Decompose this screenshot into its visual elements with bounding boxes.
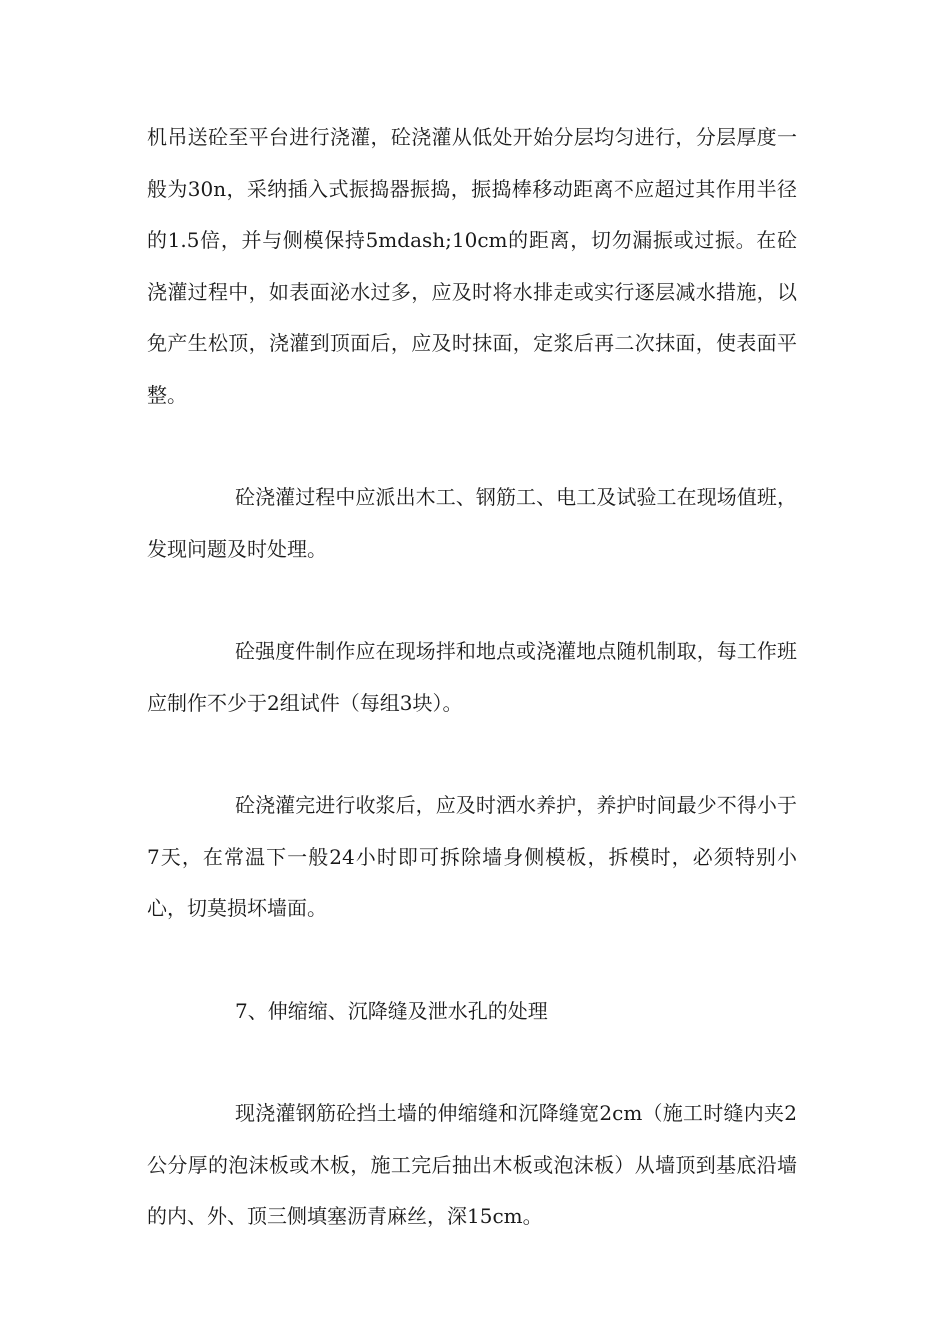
paragraph-concrete-pouring: 机吊送砼至平台进行浇灌，砼浇灌从低处开始分层均匀进行，分层厚度一般为30n，采纳插入式振捣器振捣，振捣棒移动距离不应超过其作用半径的1.5倍，并与侧模保持5mdash;10cm的距离，切勿漏振或过振。在砼浇灌过程中，如表面泌水过多，应及时将水排走或实行逐层减水措施，以免产生松顶，浇灌到顶面后，应及时抹面，定浆后再二次抹面，使表面平整。 xyxy=(147,125,797,407)
paragraph-on-site-duty: 砼浇灌过程中应派出木工、钢筋工、电工及试验工在现场值班，发现问题及时处理。 xyxy=(147,485,797,561)
paragraph-curing: 砼浇灌完进行收浆后，应及时洒水养护，养护时间最少不得小于7天，在常温下一般24小时即可拆除墙身侧模板，拆模时，必须特别小心，切莫损坏墙面。 xyxy=(147,793,797,920)
document-body xyxy=(147,112,797,1243)
paragraph-expansion-joints: 现浇灌钢筋砼挡土墙的伸缩缝和沉降缝宽2cm（施工时缝内夹2公分厚的泡沫板或木板，施工完后抽出木板或泡沫板）从墙顶到基底沿墙的内、外、顶三侧填塞沥青麻丝，深15cm。 xyxy=(147,1101,797,1228)
paragraph-test-specimens: 砼强度件制作应在现场拌和地点或浇灌地点随机制取，每工作班应制作不少于2组试件（每组3块）。 xyxy=(147,639,797,715)
section-heading-joints: 7、伸缩缩、沉降缝及泄水孔的处理 xyxy=(235,998,548,1023)
